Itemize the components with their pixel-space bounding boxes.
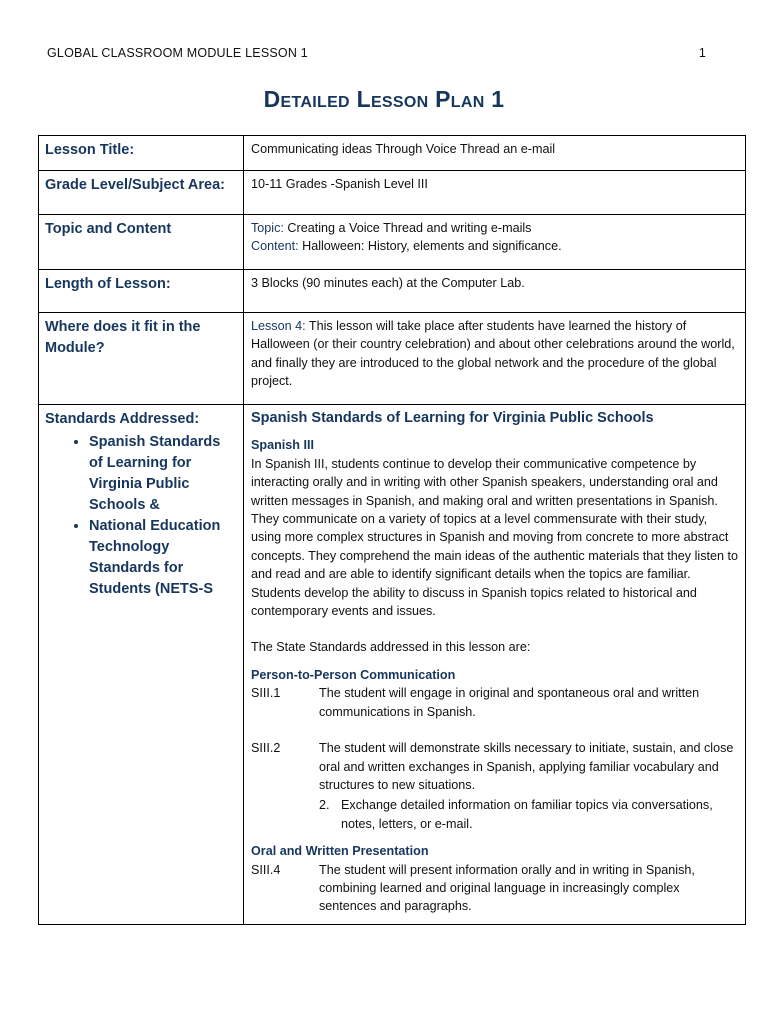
standards-heading: Spanish Standards of Learning for Virginia Public Schools xyxy=(251,410,654,426)
standard-code: SIII.4 xyxy=(251,862,281,877)
topic-line xyxy=(251,219,738,237)
sub-text: Exchange detailed information on familiar topics via conversations, notes, letters, or e-mail. xyxy=(341,798,713,831)
fit-text: This lesson will take place after students have learned the history of Halloween (or their country celebration) and about other celebrations around the world, and finally they are introduced to the global network and the procedure of the global project. xyxy=(251,319,735,389)
state-standards-line: The State Standards addressed in this lesson are: xyxy=(251,640,531,655)
row-length xyxy=(39,270,746,313)
value-topic xyxy=(244,215,746,270)
standard-siii2 xyxy=(251,739,738,794)
standard-siii4 xyxy=(251,861,738,916)
row-fit xyxy=(39,313,746,405)
value-length: 3 Blocks (90 minutes each) at the Computer Lab. xyxy=(244,270,746,313)
label-lesson-title: Lesson Title: xyxy=(39,136,244,171)
content-line xyxy=(251,237,738,255)
row-standards xyxy=(39,405,746,925)
standard-siii2-sub xyxy=(319,796,738,833)
level-intro: In Spanish III, students continue to develop their communicative competence by interacting orally and in writing with other Spanish speakers, understanding oral and written messages in Spanish, and making oral and written presentations in Spanish. They communicate on a variety of topics at a level commensurate with their study, using more complex structures in Spanish and moving from concrete to more abstract concepts. They comprehend the main ideas of the authentic materials that they listen to and read and are able to identify significant details when the topics are familiar. Students develop the ability to discuss in Spanish topics related to historical and contemporary events and issues. xyxy=(251,456,739,619)
level-heading: Spanish III xyxy=(251,438,314,453)
standards-list xyxy=(45,432,237,600)
content-label: Content: xyxy=(251,239,299,254)
owp-heading: Oral and Written Presentation xyxy=(251,844,429,859)
value-fit xyxy=(244,313,746,405)
header-title: GLOBAL CLASSROOM MODULE LESSON 1 xyxy=(47,46,308,60)
value-lesson-title: Communicating ideas Through Voice Thread an e-mail xyxy=(244,136,746,171)
lesson-plan-table xyxy=(38,135,746,925)
standard-text: The student will present information orally and in writing in Spanish, combining learned and original language in increasingly complex sentences and paragraphs. xyxy=(319,862,695,914)
page-header xyxy=(47,46,706,60)
p2p-heading: Person-to-Person Communication xyxy=(251,667,456,682)
label-length: Length of Lesson: xyxy=(39,270,244,313)
label-standards xyxy=(39,405,244,925)
standards-bullet: • Spanish Standards of Learning for Virginia Public Schools & xyxy=(89,432,237,516)
label-grade: Grade Level/Subject Area: xyxy=(39,171,244,215)
content-value: Halloween: History, elements and significance. xyxy=(298,239,562,254)
standards-label: Standards Addressed: xyxy=(45,411,200,427)
value-grade: 10-11 Grades -Spanish Level III xyxy=(244,171,746,215)
sub-number: 2. xyxy=(319,798,330,813)
fit-lead: Lesson 4: xyxy=(251,319,306,333)
row-topic xyxy=(39,215,746,270)
standard-code: SIII.2 xyxy=(251,741,281,756)
standard-text: The student will demonstrate skills necessary to initiate, sustain, and close oral and written exchanges in Spanish, applying familiar vocabulary and structures to new situations. xyxy=(319,741,734,792)
standards-bullet: • National Education Technology Standards for Students (NETS-S xyxy=(89,516,237,600)
topic-label: Topic: xyxy=(251,221,284,235)
row-lesson-title xyxy=(39,136,746,171)
standard-siii1 xyxy=(251,684,738,721)
label-fit: Where does it fit in the Module? xyxy=(39,313,244,405)
row-grade xyxy=(39,171,746,215)
label-topic: Topic and Content xyxy=(39,215,244,270)
topic-value: Creating a Voice Thread and writing e-mails xyxy=(283,221,532,235)
document-title: Detailed Lesson Plan 1 xyxy=(263,86,505,112)
page-number: 1 xyxy=(698,46,706,60)
standard-code: SIII.1 xyxy=(251,686,281,701)
value-standards xyxy=(244,405,746,925)
standard-text: The student will engage in original and spontaneous oral and written communications in Spanish. xyxy=(319,686,700,719)
